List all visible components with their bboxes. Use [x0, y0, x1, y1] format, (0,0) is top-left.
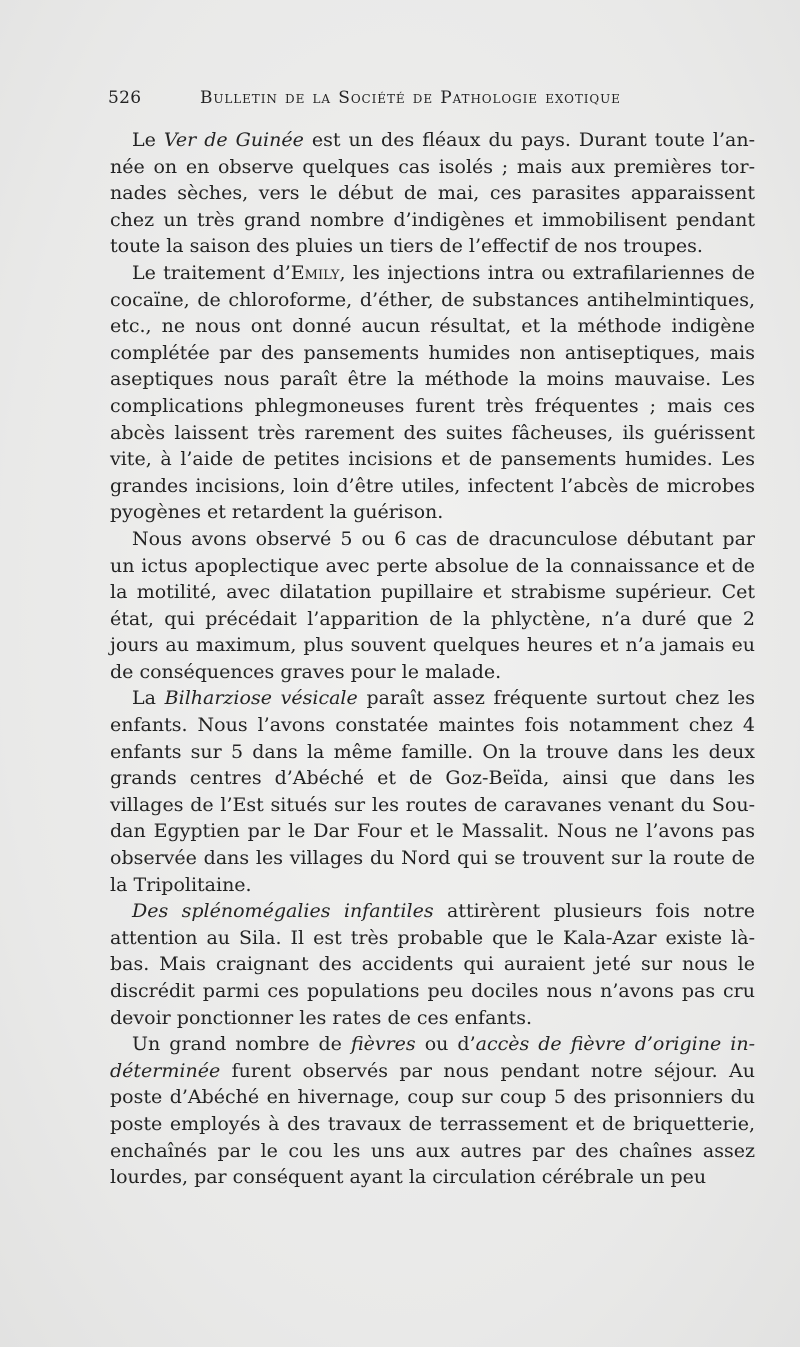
journal-title: Bulletin de la Société de Pathologie exotique — [200, 88, 621, 108]
paragraph-splenomegaly — [110, 898, 755, 1031]
text-run: Le traitement d’ — [132, 261, 291, 284]
paragraph-dracunculosis — [110, 526, 755, 686]
italic-term: Ver de Guinée — [163, 129, 304, 151]
text-run: furent observés par nous pendant notre séjour. Au poste d’Abéché en hivernage, coup sur coup 5 des prisonniers du poste employés à des travaux de terrassement et de briquetterie, enchaînés par le cou les uns aux autres par des chaînes assez lourdes, par conséquent ayant la circulation cérébrale un peu — [110, 1059, 755, 1189]
italic-term: Bilharziose vésicale — [164, 687, 358, 710]
page-number: 526 — [108, 88, 142, 108]
running-header — [108, 88, 668, 112]
text-run: Nous avons observé 5 ou 6 cas de dracunculose débutant par un ictus apoplectique avec perte absolue de la connaissance et de la motilité, avec dilatation pupillaire et strabisme supérieur. Cet état, qui précédait l’apparition de la phlyctène, n’a duré que 2 jours au maximum, plus souvent quelques heures et n’a jamais eu de conséquences graves pour le malade. — [110, 527, 755, 683]
paragraph-fevers — [110, 1031, 755, 1191]
text-run: La — [132, 687, 165, 710]
text-run: , les injections intra ou extrafilariennes de cocaïne, de chloroforme, d’éther, de substances antihelmintiques, etc., ne nous ont donné aucun résultat, et la méthode indigène complétée par des pansements humides non antiseptiques, mais aseptiques nous paraît être la méthode la moins mauvaise. Les complications phlegmoneuses furent très fréquentes ; mais ces abcès laissent très rarement des suites fâcheuses, ils guérissent vite, à l’aide de petites incisions et de pansements humides. Les grandes incisions, loin d’être utiles, infectent l’abcès de microbes pyogènes et retardent la guérison. — [110, 261, 755, 524]
text-run: Un grand nombre de — [132, 1033, 351, 1056]
text-run: paraît assez fréquente surtout chez les enfants. Nous l’avons constatée maintes fois notamment chez 4 enfants sur 5 dans la même famille. On la trouve dans les deux grands centres d’Abéché et de Goz-Beïda, ainsi que dans les villages de l’Est situés sur les routes de caravanes venant du Soudan Egyptien par le Dar Four et le Massalit. Nous ne l’avons pas observée dans les villages du Nord qui se trouvent sur la route de la Tripolitaine. — [110, 687, 756, 896]
text-run: Le — [132, 129, 164, 151]
paragraph-treatment — [110, 260, 755, 526]
article-body — [110, 127, 755, 1191]
text-run: attirèrent plusieurs fois notre attention au Sila. Il est très probable que le Kala-Azar existe là-bas. Mais craignant des accidents qui auraient jeté sur nous le discrédit parmi ces populations peu dociles nous n’avons pas cru devoir ponctionner les rates de ces enfants. — [110, 900, 756, 1029]
text-run: ou d’ — [415, 1033, 476, 1056]
italic-term: accès de fièvre d’origine indéterminée — [110, 1033, 755, 1082]
paragraph-bilharziosis — [110, 685, 755, 898]
italic-term: Des splénomégalies infantiles — [132, 900, 434, 923]
text-run: est un des fléaux du pays. Durant toute l’année on en observe quelques cas isolés ; mais aux premières tornades sèches, vers le début de mai, ces parasites apparaissent chez un très grand nombre d’indigènes et immobilisent pendant toute la saison des pluies un tiers de l’effectif de nos troupes. — [110, 129, 755, 258]
paragraph-guinea-worm — [110, 127, 755, 260]
author-name: Emily — [290, 261, 340, 284]
italic-term: fièvres — [350, 1033, 416, 1056]
